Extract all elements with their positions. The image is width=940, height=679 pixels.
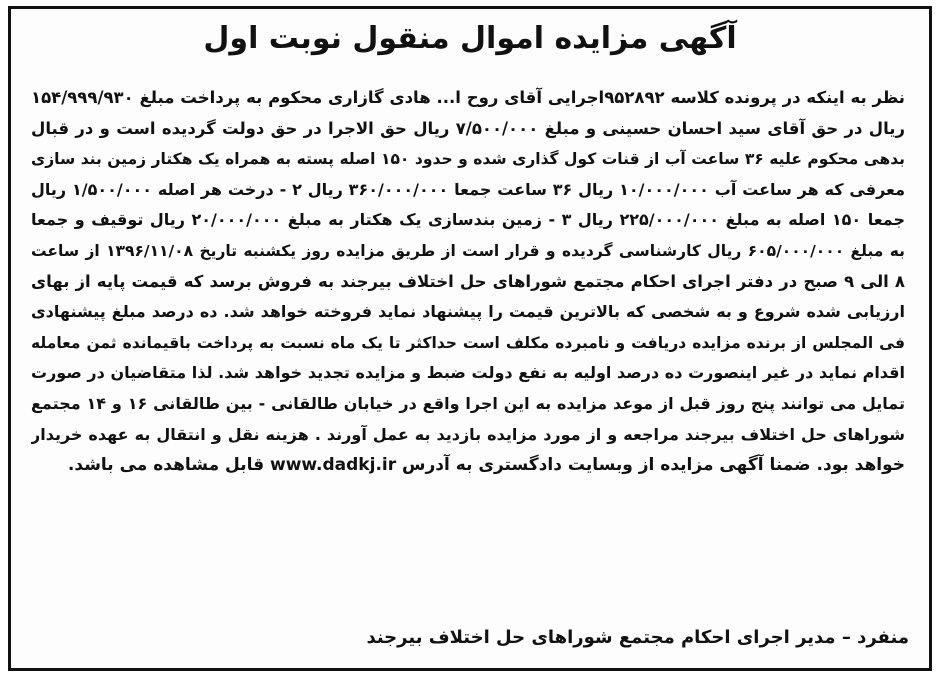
notice-line: خواهد بود. ضمنا آگهی مزایده از وبسایت دادگستری به آدرس www.dadkj.ir قابل مشاهده می باشد. [67,455,905,476]
notice-line: ۸ الی ۹ صبح در دفتر اجرای احکام مجتمع شوراهای حل اختلاف بیرجند به فروش برسد که قیمت پایه از بهای [31,271,905,291]
notice-line: نظر به اینکه در پرونده کلاسه ۹۵۲۸۹۲اجرایی آقای روح ا... هادی گازاری محکوم به پرداخت مبلغ ۱۵۴/۹۹۹/۹۳۰ [31,88,905,107]
notice-line: بدهی محکوم علیه ۳۶ ساعت آب از قنات کول گذاری شده و حدود ۱۵۰ اصله پسته به همراه یک هکتار زمین بند سازی [31,150,905,169]
notice-line: ریال در حق آقای سید احسان حسینی و مبلغ ۷/۵۰۰/۰۰۰ ریال حق الاجرا در حق دولت گردیده است و در قبال [31,118,905,138]
notice-line: به مبلغ ۶۰۵/۰۰۰/۰۰۰ ریال کارشناسی گردیده و قرار است از طریق مزایده روز یکشنبه تاریخ ۱۳۹۶/۱۱/۰۸ از ساعت [31,241,905,260]
notice-line: ارزیابی شده شروع و به شخصی که بالاترین قیمت را پیشنهاد نماید فروخته خواهد شد. ده درصد مبلغ پیشنهادی [31,302,905,322]
notice-title: آگهی مزایده اموال منقول نوبت اول [203,21,737,56]
notice-body [31,83,905,481]
auction-notice [8,6,932,671]
notice-line: فی المجلس از برنده مزایده دریافت و نامبرده مکلف است حداکثر تا یک ماه نسبت به پرداخت باقیمانده ثمن معامله [31,333,905,352]
notice-line: اقدام نماید در غیر اینصورت ده درصد اولیه به نفع دولت ضبط و مزایده تجدید خواهد شد. لذا متقاضیان در صورت [31,363,905,383]
notice-signature: منفرد – مدیر اجرای احکام مجتمع شوراهای حل اختلاف بیرجند [366,627,909,648]
notice-line: جمعا ۱۵۰ اصله به مبلغ ۲۲۵/۰۰۰/۰۰۰ ریال ۳ - زمین بندسازی یک هکتار به مبلغ ۲۰/۰۰۰/۰۰۰ ریال توقیف و جمعا [31,210,905,230]
notice-line: معرفی که هر ساعت آب ۱۰/۰۰۰/۰۰۰ ریال ۳۶ ساعت جمعا ۳۶۰/۰۰۰/۰۰۰ ریال ۲ - درخت هر اصله ۱/۵۰۰/۰۰۰ ریال [31,179,905,199]
notice-line: شوراهای حل اختلاف بیرجند مراجعه و از مورد مزایده بازدید به عمل آورند . هزینه نقل و انتقال به عهده خریدار [31,424,905,444]
notice-line: تمایل می توانند پنج روز قبل از موعد مزایده به این اجرا واقع در خیابان طالقانی - بین طالقانی ۱۶ و ۱۴ مجتمع [31,393,905,413]
